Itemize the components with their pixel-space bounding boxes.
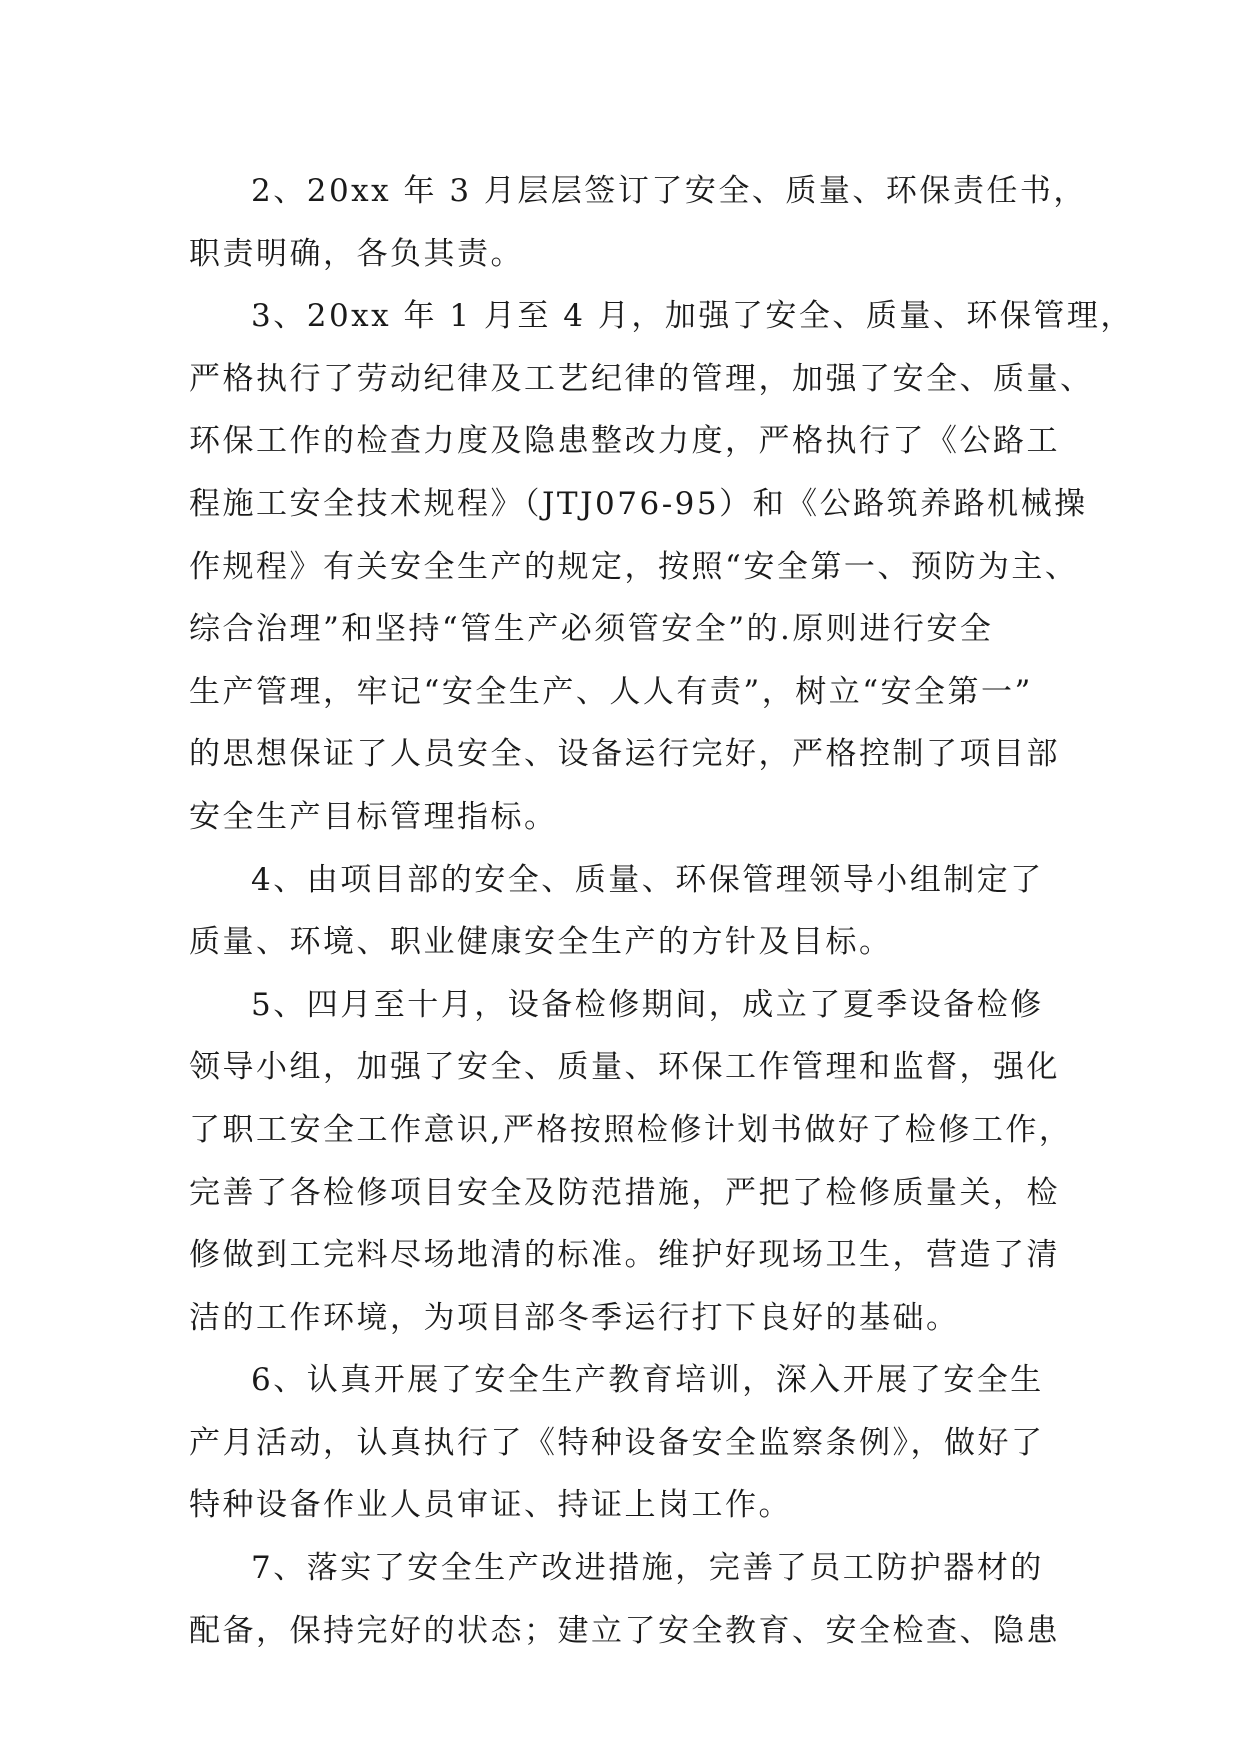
text-line: 5、四月至十月，设备检修期间，成立了夏季设备检修 <box>251 986 1044 1023</box>
text-line: 修做到工完料尽场地清的标准。维护好现场卫生，营造了清 <box>189 1237 1060 1274</box>
text-line: 质量、环境、职业健康安全生产的方针及目标。 <box>189 924 893 961</box>
text-line: 4、由项目部的安全、质量、环保管理领导小组制定了 <box>251 861 1044 898</box>
text-line: 洁的工作环境，为项目部冬季运行打下良好的基础。 <box>189 1299 960 1336</box>
text-line: 的思想保证了人员安全、设备运行完好，严格控制了项目部 <box>189 736 1060 773</box>
document-body <box>189 160 1134 1662</box>
text-line: 了职工安全工作意识,严格按照检修计划书做好了检修工作， <box>189 1111 1073 1148</box>
text-line: 作规程》有关安全生产的规定，按照“安全第一、预防为主、 <box>189 548 1079 585</box>
text-line: 综合治理”和坚持“管生产必须管安全”的.原则进行安全 <box>189 611 994 648</box>
text-line: 7、落实了安全生产改进措施，完善了员工防护器材的 <box>251 1550 1044 1587</box>
text-line: 严格执行了劳动纪律及工艺纪律的管理，加强了安全、质量、 <box>189 360 1094 397</box>
text-line: 特种设备作业人员审证、持证上岗工作。 <box>189 1487 792 1524</box>
text-line: 6、认真开展了安全生产教育培训，深入开展了安全生 <box>251 1362 1044 1399</box>
text-line: 职责明确，各负其责。 <box>189 235 524 272</box>
text-line: 生产管理，牢记“安全生产、人人有责”，树立“安全第一” <box>189 673 1033 710</box>
text-line: 安全生产目标管理指标。 <box>189 798 558 835</box>
text-line: 产月活动，认真执行了《特种设备安全监察条例》，做好了 <box>189 1424 1045 1461</box>
text-line: 2、20xx 年 3 月层层签订了安全、质量、环保责任书， <box>251 173 1087 209</box>
text-line: 完善了各检修项目安全及防范措施，严把了检修质量关，检 <box>189 1174 1060 1211</box>
text-line: 领导小组，加强了安全、质量、环保工作管理和监督，强化 <box>189 1049 1060 1086</box>
text-line: 程施工安全技术规程》（JTJ076-95）和《公路筑养路机械操 <box>189 485 1088 522</box>
text-line: 配备，保持完好的状态；建立了安全教育、安全检查、隐患 <box>189 1612 1060 1649</box>
text-line: 3、20xx 年 1 月至 4 月，加强了安全、质量、环保管理， <box>251 298 1134 335</box>
text-line: 环保工作的检查力度及隐患整改力度，严格执行了《公路工 <box>189 423 1060 460</box>
